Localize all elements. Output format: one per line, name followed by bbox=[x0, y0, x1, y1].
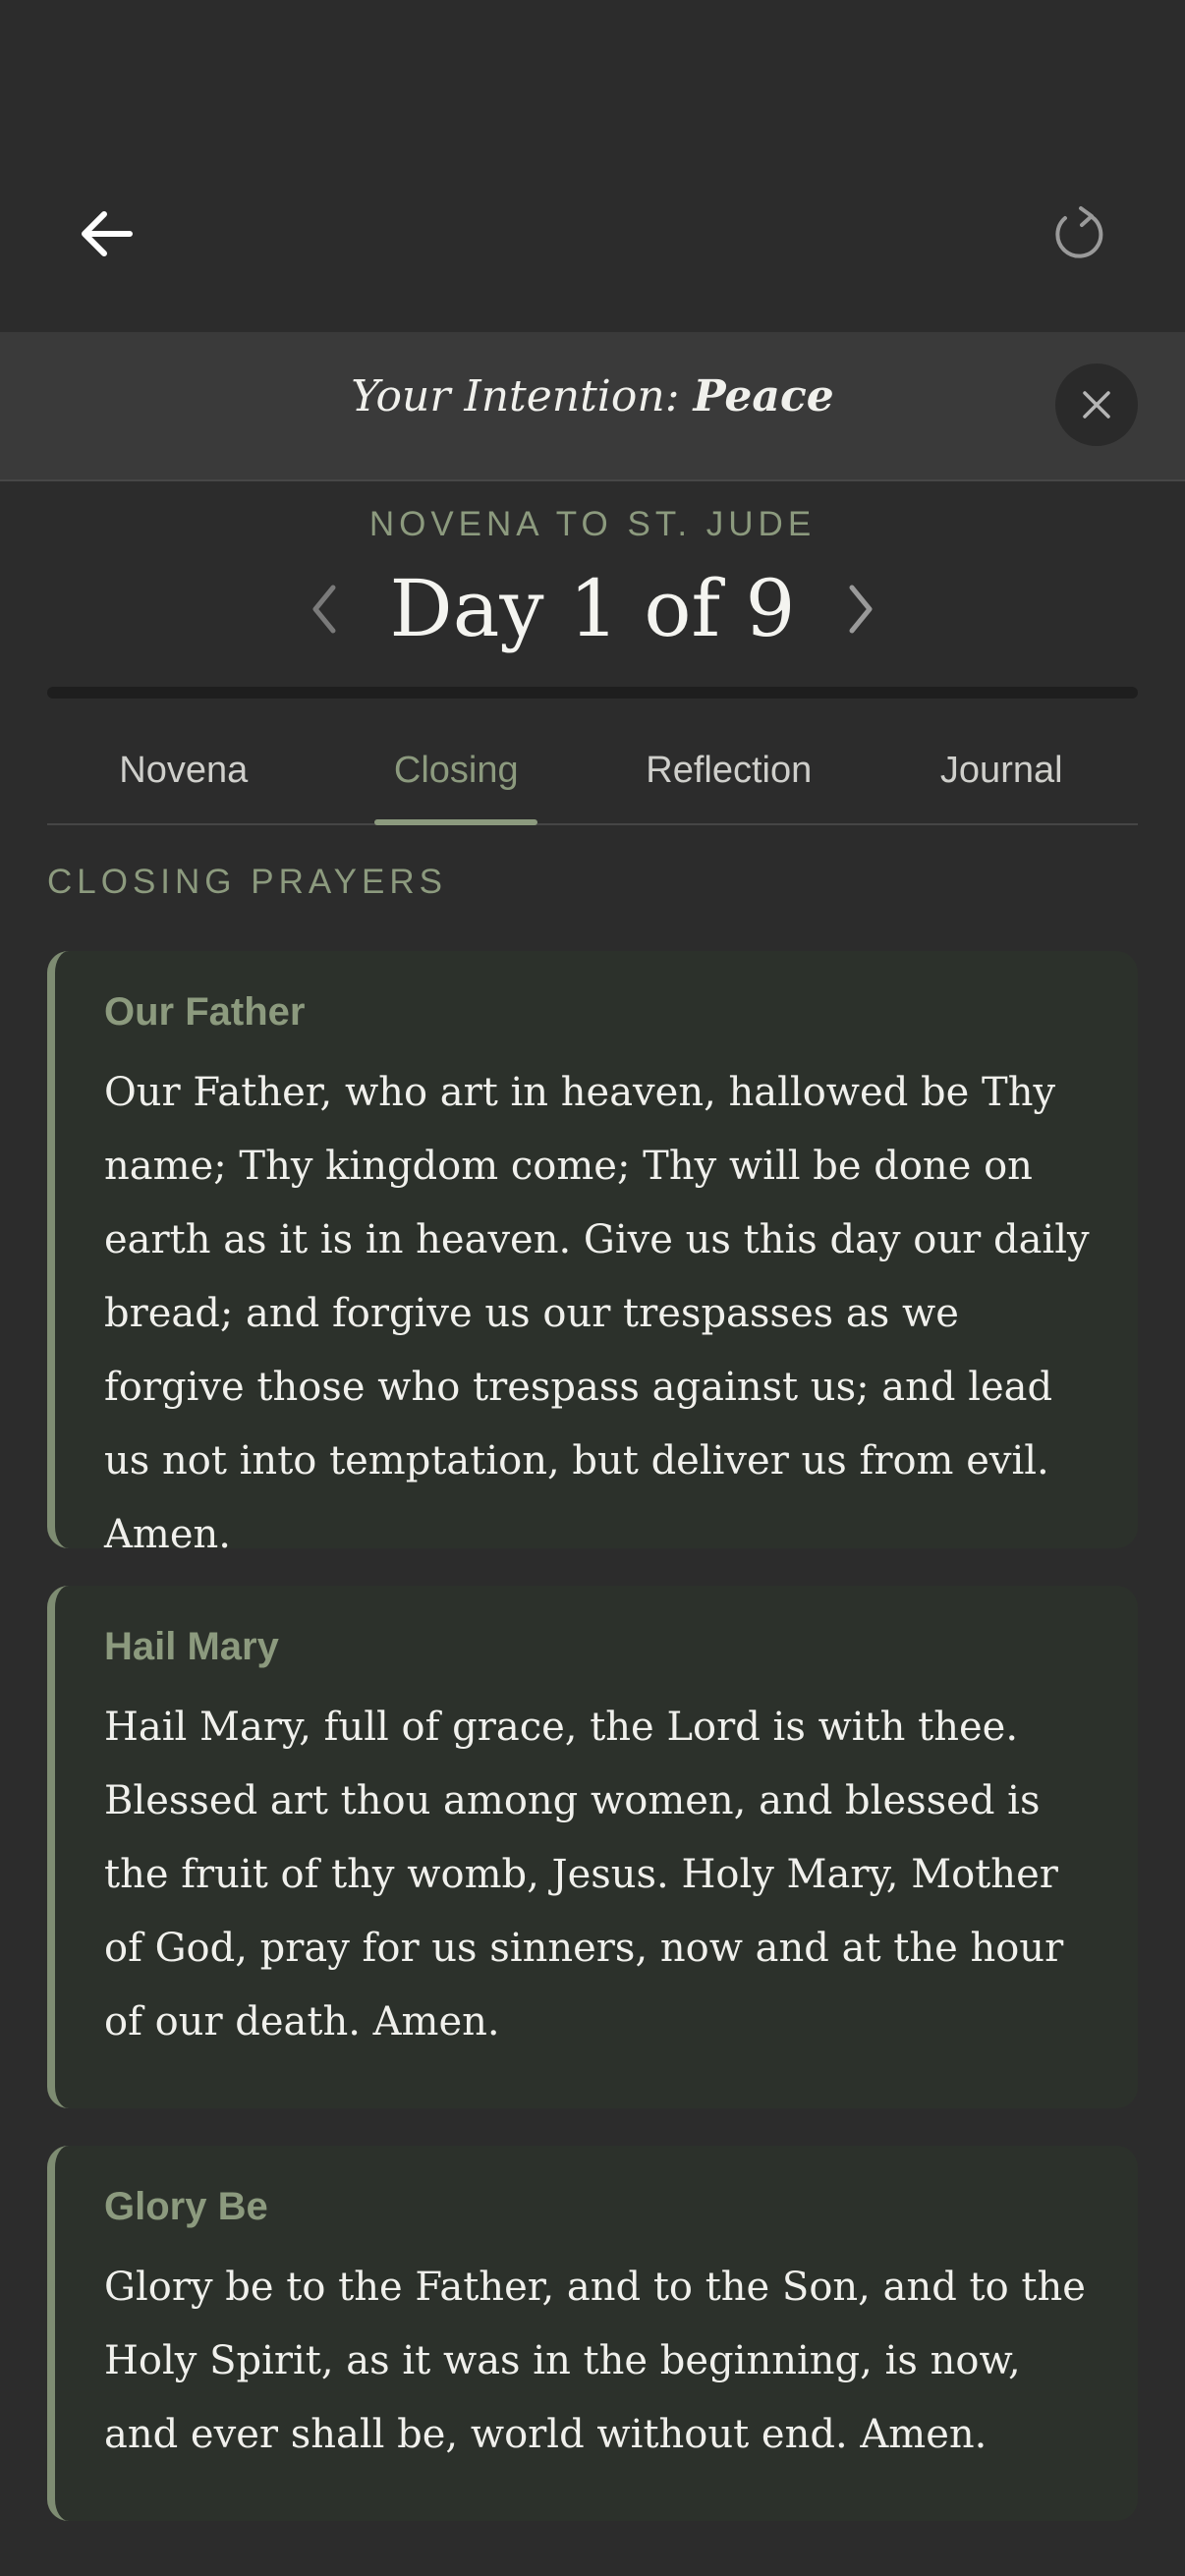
prayer-title: Glory Be bbox=[104, 2185, 268, 2228]
refresh-icon bbox=[1051, 204, 1106, 263]
next-day-button[interactable] bbox=[831, 575, 890, 644]
novena-name: NOVENA TO ST. JUDE bbox=[368, 505, 817, 543]
prayer-text: Our Father, who art in heaven, hallowed be Thy name; Thy kingdom come; Thy will be done on earth as it is in heaven. Give us this day our daily bread; and forgive us our trespasses as we forgive those who trespass against us; and lead us not into temptation, but deliver us from evil. Amen. bbox=[104, 1070, 1090, 1557]
novena-progress-bar bbox=[47, 687, 1138, 699]
prayer-title: Hail Mary bbox=[104, 1625, 279, 1668]
prayer-title: Our Father bbox=[104, 990, 306, 1034]
intention-text bbox=[0, 371, 1185, 421]
tab-reflection[interactable]: Reflection bbox=[646, 750, 813, 791]
previous-day-button[interactable] bbox=[295, 575, 354, 644]
tab-novena[interactable]: Novena bbox=[119, 750, 249, 791]
clear-intention-button[interactable] bbox=[1055, 364, 1138, 446]
intention-label: Your Intention: bbox=[351, 371, 680, 421]
day-title: Day 1 of 9 bbox=[389, 563, 796, 654]
refresh-button[interactable] bbox=[1042, 196, 1116, 271]
intention-value: Peace bbox=[693, 371, 834, 421]
arrow-left-icon bbox=[79, 209, 134, 258]
tab-closing[interactable]: Closing bbox=[320, 727, 593, 823]
tab-journal[interactable]: Journal bbox=[939, 750, 1063, 791]
chevron-left-icon bbox=[310, 584, 339, 635]
prayer-card-our-father bbox=[47, 951, 1138, 1557]
day-navigator bbox=[0, 555, 1185, 663]
close-icon bbox=[1081, 389, 1112, 420]
intention-bar bbox=[0, 332, 1185, 481]
chevron-right-icon bbox=[846, 584, 875, 635]
section-tabs bbox=[47, 727, 1138, 825]
top-bar bbox=[0, 0, 1185, 332]
prayer-text: Glory be to the Father, and to the Son, and to the Holy Spirit, as it was in the beginning, is now, and ever shall be, world without end. Amen. bbox=[104, 2265, 1086, 2457]
prayer-card-hail-mary bbox=[47, 1586, 1138, 2108]
back-button[interactable] bbox=[69, 196, 143, 271]
prayer-text: Hail Mary, full of grace, the Lord is with thee. Blessed art thou among women, and blessed is the fruit of thy womb, Jesus. Holy Mary, Mother of God, pray for us sinners, now and at the hour of our death. Amen. bbox=[104, 1705, 1064, 2044]
prayer-card-glory-be bbox=[47, 2146, 1138, 2521]
section-heading: CLOSING PRAYERS bbox=[47, 863, 447, 901]
